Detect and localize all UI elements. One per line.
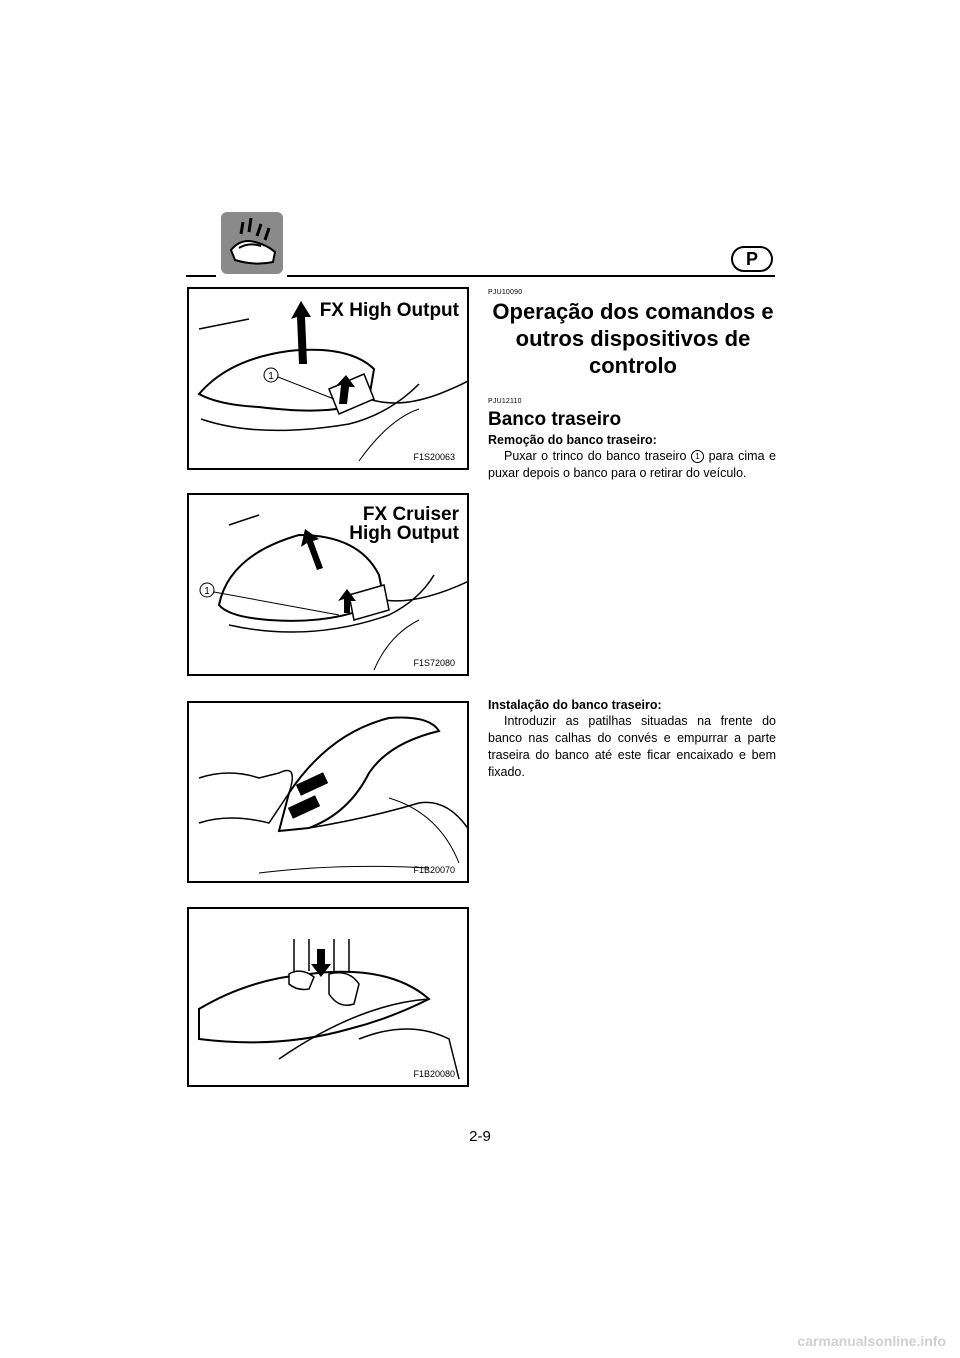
figure-seat-installation [187,701,469,883]
figure-fx-high-output [187,287,469,470]
section-heading: Banco traseiro [488,409,622,430]
install-paragraph [488,713,776,781]
install-text: Introduzir as patilhas situadas na frente do banco nas calhas do convés e empurrar a parte traseira do banco até este ficar encaixado e bem fixado. [488,714,776,779]
figure-title: FX High Output [319,300,459,321]
figure-code: F1S20063 [413,452,455,462]
figure-fx-cruiser-high-output [187,493,469,676]
header-rule-left [186,275,216,277]
figure-code: F1B20080 [413,1069,455,1079]
svg-text:1: 1 [204,586,210,597]
header-rule-right [287,275,775,277]
removal-text-end: para cima e puxar depois o banco para o retirar do veículo. [488,449,777,480]
callout-number: 1 [691,450,704,463]
reference-code: PJU12110 [488,398,522,405]
reference-code: PJU10090 [488,289,523,296]
seat-installation-illustration [189,703,469,883]
svg-text:1: 1 [268,371,274,382]
figure-code: F1B20070 [413,865,455,875]
seat-press-illustration [189,909,469,1087]
language-badge: P [731,246,773,272]
removal-paragraph [488,448,776,482]
page-title: Operação dos comandos e outros dispositivos de controlo [492,299,774,378]
figure-seat-press [187,907,469,1087]
page-number: 2-9 [469,1128,491,1145]
removal-subheading: Remoção do banco traseiro: [488,433,657,447]
chapter-jetski-icon [221,212,283,274]
footer-watermark[interactable]: carmanualsonline.info [797,1333,946,1349]
figure-code: F1S72080 [413,658,455,668]
figure-title: FX Cruiser High Output [349,504,459,544]
removal-text-start: Puxar o trinco do banco traseiro [504,449,687,463]
install-subheading: Instalação do banco traseiro: [488,698,662,712]
